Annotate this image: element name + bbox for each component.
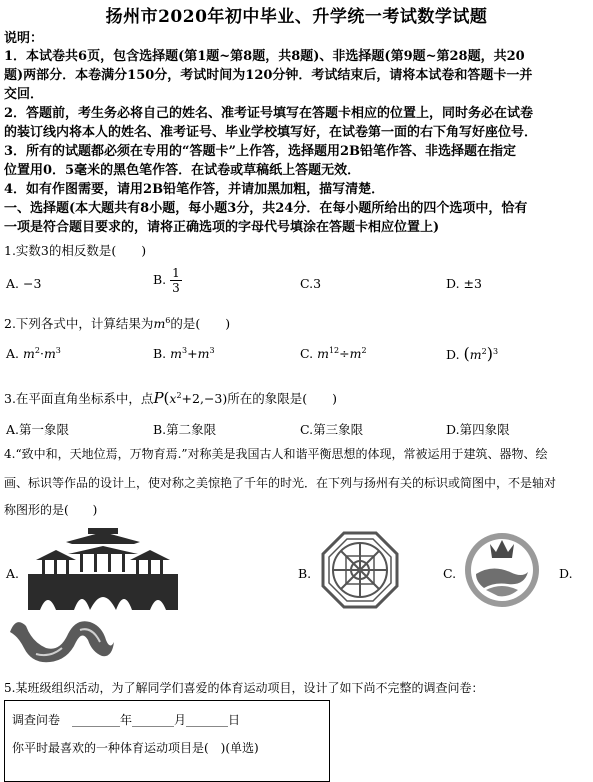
page-title: 扬州市2020年初中毕业、升学统一考试数学试题 — [105, 7, 488, 27]
q4-stem-line: 4.“致中和，天地位焉，万物育焉.”对称美是我国古人和谐平衡思想的体现，常被运用于建筑、器物、绘 — [4, 447, 548, 461]
q3-option-d[interactable]: D.第四象限 — [446, 422, 510, 437]
q1-option-b[interactable]: B. $\frac{1}{3}$ — [153, 266, 180, 295]
section-heading: 一项是符合题目要求的，请将正确选项的字母代号填涂在答题卡相应位置上) — [4, 220, 440, 235]
q1-option-a[interactable]: A. −3 — [6, 276, 42, 291]
q4-label-d[interactable]: D. — [559, 566, 573, 581]
fraction: $\frac{1}{3}$ — [172, 266, 180, 295]
q4-stem-line: 画、标识等作品的设计上，使对称之美惊艳了千年的时光．在下列与扬州有关的标识或简图中，不是轴对 — [4, 476, 557, 490]
q2-option-b[interactable]: B. $m^3+m^3$ — [153, 346, 215, 362]
notice-line: 3．所有的试题都必须在专用的“答题卡”上作答，选择题用2B铅笔作答、非选择题在指定 — [4, 144, 517, 159]
notice-line: 位置用0．5毫米的黑色笔作答．在试卷或草稿纸上答题无效． — [4, 163, 361, 178]
notice-line: 1．本试卷共6页，包含选择题(第1题~第8题，共8题)、非选择题(第9题~第28题，共20 — [4, 49, 525, 64]
q2-stem: 2.下列各式中，计算结果为$m^6$的是( ) — [4, 316, 231, 332]
notice-line: 4．如有作图需要，请用2B铅笔作答，并请加黑加粗，描写清楚． — [4, 182, 385, 197]
survey-date-line[interactable]: 调查问卷 ________年_______月_______日 — [12, 713, 241, 727]
q3-stem: 3.在平面直角坐标系中，点$P(x^2+2,-3)$所在的象限是( ) — [4, 389, 338, 408]
q2-option-d[interactable]: D. $(m^2)^3$ — [446, 344, 499, 363]
q2-option-c[interactable]: C. $m^{12}\div m^2$ — [300, 346, 367, 362]
notice-line: 2．答题前，考生务必将自己的姓名、准考证号填写在答题卡相应的位置上，同时务必在试卷 — [4, 106, 534, 121]
octagon-window-logo[interactable] — [320, 530, 400, 610]
pavilion-bridge-logo[interactable] — [28, 528, 178, 610]
section-heading: 一、选择题(本大题共有8小题，每小题3分，共24分．在每小题所给出的四个选项中，恰有 — [4, 201, 528, 216]
q3-option-a[interactable]: A.第一象限 — [6, 422, 70, 437]
notice-line: 题)两部分．本卷满分150分，考试时间为120分钟．考试结束后，请将本试卷和答题卡一并 — [4, 68, 533, 83]
notice-heading: 说明： — [4, 31, 44, 46]
q4-stem-line: 称图形的是( ) — [4, 503, 98, 517]
q1-option-d[interactable]: D. ±3 — [446, 276, 482, 291]
wave-brush-logo[interactable] — [6, 612, 118, 670]
q4-label-b[interactable]: B. — [298, 566, 312, 581]
q4-label-a[interactable]: A. — [6, 566, 20, 581]
q1-stem: 1.实数3的相反数是( ) — [4, 243, 147, 258]
circle-wave-logo[interactable] — [462, 530, 542, 610]
notice-line: 交回． — [4, 87, 44, 102]
q3-option-b[interactable]: B.第二象限 — [153, 422, 217, 437]
q1-option-c[interactable]: C.3 — [300, 276, 322, 291]
notice-line: 的装订线内将本人的姓名、准考证号、毕业学校填写好，在试卷第一面的右下角写好座位号． — [4, 125, 538, 140]
q4-label-c[interactable]: C. — [443, 566, 457, 581]
survey-question[interactable]: 你平时最喜欢的一种体育运动项目是( )(单选) — [12, 741, 259, 755]
q2-option-a[interactable]: A. $m^2\cdot m^3$ — [6, 346, 61, 362]
q3-option-c[interactable]: C.第三象限 — [300, 422, 364, 437]
q5-stem: 5.某班级组织活动，为了解同学们喜爱的体育运动项目，设计了如下尚不完整的调查问卷： — [4, 681, 484, 695]
